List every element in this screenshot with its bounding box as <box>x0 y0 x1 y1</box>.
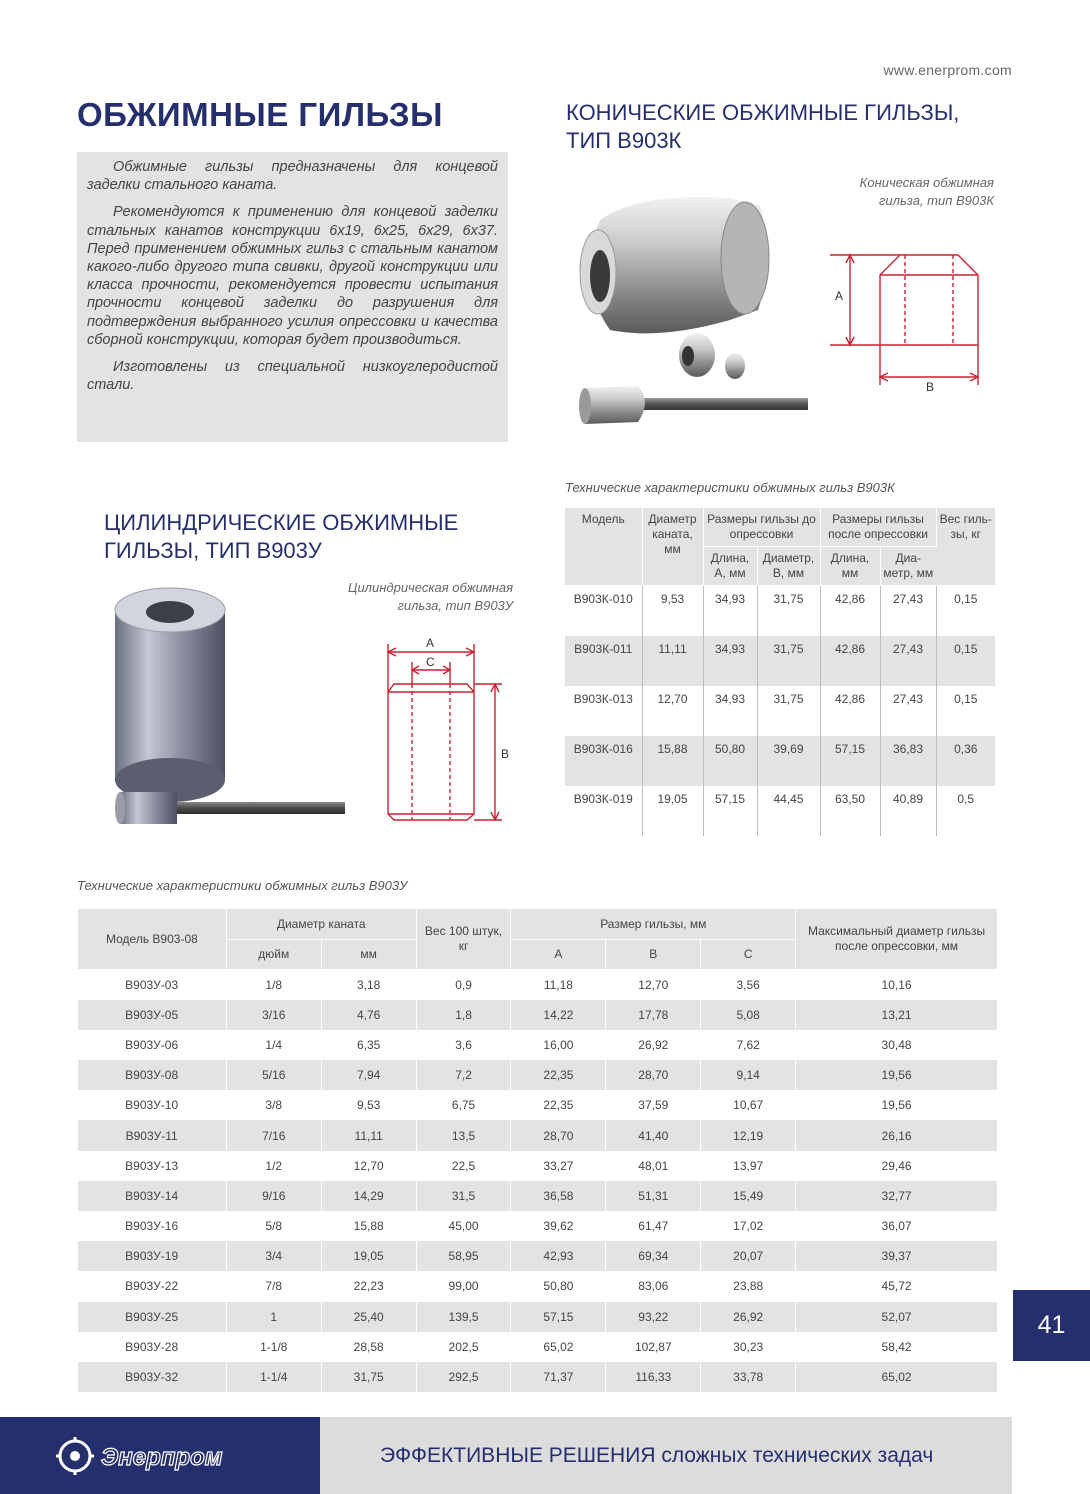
table-row: В903К-010 9,53 34,93 31,75 42,86 27,43 0,15 <box>565 586 995 636</box>
table-cell: В903У-32 <box>78 1362 227 1392</box>
table-row <box>78 1120 998 1150</box>
th-b: B <box>606 940 701 970</box>
cylindrical-photo-caption: Цилиндрическая обжимная гильза, тип В903У <box>348 580 514 613</box>
table-cell: 30,48 <box>796 1030 998 1060</box>
dim-label-b: B <box>501 747 510 761</box>
table-cell: 50,80 <box>511 1271 606 1301</box>
table-cell: 5/8 <box>226 1211 321 1241</box>
th-diameter-after: Диаметр, мм <box>880 547 936 586</box>
table-k-caption: Технические характеристики обжимных гильз В903К <box>565 480 895 495</box>
table-row <box>78 1151 998 1181</box>
table-cell: 26,92 <box>606 1030 701 1060</box>
table-cell: В903У-03 <box>78 970 227 1000</box>
table-cell: 6,75 <box>416 1090 511 1120</box>
th-weight: Вес гильзы, кг <box>936 508 995 586</box>
table-cell: В903У-13 <box>78 1151 227 1181</box>
th-mm: мм <box>321 940 416 970</box>
table-cell: 5/16 <box>226 1060 321 1090</box>
table-cell: 19,56 <box>796 1060 998 1090</box>
table-cell: 20,07 <box>701 1241 796 1271</box>
table-row <box>78 1271 998 1301</box>
table-row <box>78 970 998 1000</box>
table-cell: 14,22 <box>511 1000 606 1030</box>
table-cell: 7/8 <box>226 1271 321 1301</box>
table-cell: 39,62 <box>511 1211 606 1241</box>
table-cell: 51,31 <box>606 1181 701 1211</box>
table-cell: 11,11 <box>321 1120 416 1150</box>
table-cell: 15,88 <box>321 1211 416 1241</box>
table-cell: 12,70 <box>606 970 701 1000</box>
table-cell: 1-1/4 <box>226 1362 321 1392</box>
table-cell: 48,01 <box>606 1151 701 1181</box>
logo-text: Энерпром <box>101 1443 223 1471</box>
table-cell: 28,70 <box>606 1060 701 1090</box>
dim-label-a: A <box>426 636 435 650</box>
th-size-after: Размеры гильзы после опрессовки <box>820 508 936 547</box>
table-cell: В903У-14 <box>78 1181 227 1211</box>
table-row: В903К-011 11,11 34,93 31,75 42,86 27,43 0,15 <box>565 636 995 686</box>
table-cell: 17,02 <box>701 1211 796 1241</box>
table-cell: 26,92 <box>701 1302 796 1332</box>
footer <box>0 1417 1012 1494</box>
table-row <box>78 1000 998 1030</box>
table-row <box>78 1241 998 1271</box>
table-row: В903К-019 19,05 57,15 44,45 63,50 40,89 0,5 <box>565 786 995 836</box>
table-cell: 83,06 <box>606 1271 701 1301</box>
table-cell: 13,5 <box>416 1120 511 1150</box>
table-cell: 65,02 <box>796 1362 998 1392</box>
th-c: C <box>701 940 796 970</box>
th-a: A <box>511 940 606 970</box>
footer-slogan <box>320 1417 1012 1494</box>
table-cell: 22,35 <box>511 1090 606 1120</box>
table-cell: 71,37 <box>511 1362 606 1392</box>
table-cell: 39,37 <box>796 1241 998 1271</box>
cylindrical-section-title: ЦИЛИНДРИЧЕСКИЕ ОБЖИМНЫЕ ГИЛЬЗЫ, ТИП В903У <box>104 510 459 563</box>
th-length-a: Длина, А, мм <box>703 547 757 586</box>
table-cell: 1/4 <box>226 1030 321 1060</box>
table-cell: 19,56 <box>796 1090 998 1120</box>
table-cell: 3/8 <box>226 1090 321 1120</box>
page-number: 41 <box>1013 1290 1090 1361</box>
table-cell: 93,22 <box>606 1302 701 1332</box>
dim-label-a: A <box>835 289 844 303</box>
table-row <box>78 1030 998 1060</box>
table-cell: 5,08 <box>701 1000 796 1030</box>
table-cell: В903У-22 <box>78 1271 227 1301</box>
slogan-rest: сложных технических задач <box>655 1443 934 1467</box>
table-row <box>78 1060 998 1090</box>
table-cell: 7/16 <box>226 1120 321 1150</box>
table-cell: В903У-06 <box>78 1030 227 1060</box>
table-cell: 3/16 <box>226 1000 321 1030</box>
table-cell: 9,14 <box>701 1060 796 1090</box>
table-cell: 13,21 <box>796 1000 998 1030</box>
table-cell: 41,40 <box>606 1120 701 1150</box>
table-cell: В903У-08 <box>78 1060 227 1090</box>
cylindrical-sleeve-drawing <box>382 632 517 827</box>
table-cell: 45,72 <box>796 1271 998 1301</box>
th-diameter-b: Диаметр, В, мм <box>757 547 820 586</box>
table-cell: 31,5 <box>416 1181 511 1211</box>
website-url[interactable]: www.enerprom.com <box>883 62 1012 78</box>
description-paragraph: Обжимные гильзы предназначены для концевой заделки стального каната. <box>87 159 498 194</box>
table-cell: 202,5 <box>416 1332 511 1362</box>
th-model: Модель В903-08 <box>78 909 227 970</box>
table-cell: В903У-11 <box>78 1120 227 1150</box>
table-row <box>78 1090 998 1120</box>
table-cell: 57,15 <box>511 1302 606 1332</box>
table-cell: 32,77 <box>796 1181 998 1211</box>
conical-section-title: КОНИЧЕСКИЕ ОБЖИМНЫЕ ГИЛЬЗЫ, ТИП В903К <box>566 100 960 153</box>
table-cell: 58,95 <box>416 1241 511 1271</box>
th-length-after: Длина, мм <box>820 547 880 586</box>
table-row <box>78 1302 998 1332</box>
table-cell: 15,49 <box>701 1181 796 1211</box>
table-cell: В903У-05 <box>78 1000 227 1030</box>
conical-sleeve-photo <box>570 180 815 430</box>
table-cell: 6,35 <box>321 1030 416 1060</box>
table-cell: 29,46 <box>796 1151 998 1181</box>
table-cell: 30,23 <box>701 1332 796 1362</box>
table-cell: 10,16 <box>796 970 998 1000</box>
table-cell: В903У-25 <box>78 1302 227 1332</box>
table-cell: 9,53 <box>321 1090 416 1120</box>
table-cell: 69,34 <box>606 1241 701 1271</box>
table-cell: 116,33 <box>606 1362 701 1392</box>
table-cell: 22,35 <box>511 1060 606 1090</box>
table-cell: 17,78 <box>606 1000 701 1030</box>
conical-sleeve-drawing <box>825 245 990 395</box>
table-cell: 28,70 <box>511 1120 606 1150</box>
table-cell: 1-1/8 <box>226 1332 321 1362</box>
th-rope-diameter: Диаметр каната, мм <box>642 508 703 586</box>
table-cell: 7,62 <box>701 1030 796 1060</box>
table-k <box>565 508 995 836</box>
table-cell: 292,5 <box>416 1362 511 1392</box>
table-cell: 33,78 <box>701 1362 796 1392</box>
table-cell: 45,00 <box>416 1211 511 1241</box>
slogan-highlight: ЭФФЕКТИВНЫЕ РЕШЕНИЯ <box>380 1443 656 1467</box>
th-sleeve-size: Размер гильзы, мм <box>511 909 796 940</box>
description-box <box>77 152 508 442</box>
table-cell: 61,47 <box>606 1211 701 1241</box>
table-row <box>78 1362 998 1392</box>
table-cell: 22,5 <box>416 1151 511 1181</box>
table-cell: 42,93 <box>511 1241 606 1271</box>
table-cell: 7,94 <box>321 1060 416 1090</box>
table-cell: 26,16 <box>796 1120 998 1150</box>
dim-label-c: C <box>426 655 435 669</box>
table-cell: 22,23 <box>321 1271 416 1301</box>
table-cell: 37,59 <box>606 1090 701 1120</box>
table-cell: 36,07 <box>796 1211 998 1241</box>
company-logo[interactable] <box>0 1417 320 1494</box>
table-cell: 1,8 <box>416 1000 511 1030</box>
table-cell: 13,97 <box>701 1151 796 1181</box>
logo-gear-icon <box>55 1436 265 1476</box>
table-cell: 99,00 <box>416 1271 511 1301</box>
table-cell: 33,27 <box>511 1151 606 1181</box>
th-rope-diameter: Диаметр каната <box>226 909 416 940</box>
table-cell: В903У-19 <box>78 1241 227 1271</box>
table-cell: 7,2 <box>416 1060 511 1090</box>
table-cell: 12,70 <box>321 1151 416 1181</box>
table-cell: 102,87 <box>606 1332 701 1362</box>
table-cell: 12,19 <box>701 1120 796 1150</box>
conical-photo-caption: Коническая обжимная гильза, тип В903К <box>859 175 994 208</box>
table-cell: 3,18 <box>321 970 416 1000</box>
table-cell: В903У-10 <box>78 1090 227 1120</box>
table-row: В903К-013 12,70 34,93 31,75 42,86 27,43 0,15 <box>565 686 995 736</box>
table-cell: 3,56 <box>701 970 796 1000</box>
table-u <box>77 908 998 1392</box>
table-row <box>78 1211 998 1241</box>
table-row <box>78 1332 998 1362</box>
table-cell: 0,9 <box>416 970 511 1000</box>
table-cell: 52,07 <box>796 1302 998 1332</box>
table-cell: 3,6 <box>416 1030 511 1060</box>
description-paragraph: Рекомендуются к применению для концевой заделки стальных канатов конструкции 6х19, 6х25, 6х29, 6х37. Перед применением обжимных гильз с стальным канатом какого-либо другого типа свивки, другой конструкции или класса прочности, рекомендуется провести испытания прочности концевой заделки до разрушения для подтверждения выбранного усилия опрессовки и качества сборной конструкции, которая будет производиться. <box>87 204 498 348</box>
table-cell: 139,5 <box>416 1302 511 1332</box>
table-cell: В903У-16 <box>78 1211 227 1241</box>
table-cell: 10,67 <box>701 1090 796 1120</box>
table-u-caption: Технические характеристики обжимных гильз В903У <box>77 878 408 893</box>
table-cell: 4,76 <box>321 1000 416 1030</box>
th-model: Модель <box>565 508 642 586</box>
table-cell: 23,88 <box>701 1271 796 1301</box>
table-cell: 1/8 <box>226 970 321 1000</box>
table-cell: В903У-28 <box>78 1332 227 1362</box>
table-row: В903К-016 15,88 50,80 39,69 57,15 36,83 0,36 <box>565 736 995 786</box>
table-cell: 14,29 <box>321 1181 416 1211</box>
table-cell: 28,58 <box>321 1332 416 1362</box>
table-cell: 16,00 <box>511 1030 606 1060</box>
table-cell: 25,40 <box>321 1302 416 1332</box>
table-cell: 1 <box>226 1302 321 1332</box>
dim-label-b: B <box>926 380 935 394</box>
table-cell: 11,18 <box>511 970 606 1000</box>
table-cell: 9/16 <box>226 1181 321 1211</box>
table-cell: 31,75 <box>321 1362 416 1392</box>
table-cell: 36,58 <box>511 1181 606 1211</box>
description-paragraph: Изготовлены из специальной низкоуглеродистой стали. <box>87 359 498 394</box>
th-weight: Вес 100 штук, кг <box>416 909 511 970</box>
table-cell: 1/2 <box>226 1151 321 1181</box>
table-cell: 3/4 <box>226 1241 321 1271</box>
table-cell: 65,02 <box>511 1332 606 1362</box>
th-size-before: Размеры гильзы до опрессовки <box>703 508 820 547</box>
table-cell: 58,42 <box>796 1332 998 1362</box>
page-title: ОБЖИМНЫЕ ГИЛЬЗЫ <box>77 96 443 133</box>
cylindrical-sleeve-photo <box>105 580 355 835</box>
th-inch: дюйм <box>226 940 321 970</box>
table-row <box>78 1181 998 1211</box>
th-max-diameter: Максимальный диаметр гильзы после опрессовки, мм <box>796 909 998 970</box>
table-cell: 19,05 <box>321 1241 416 1271</box>
